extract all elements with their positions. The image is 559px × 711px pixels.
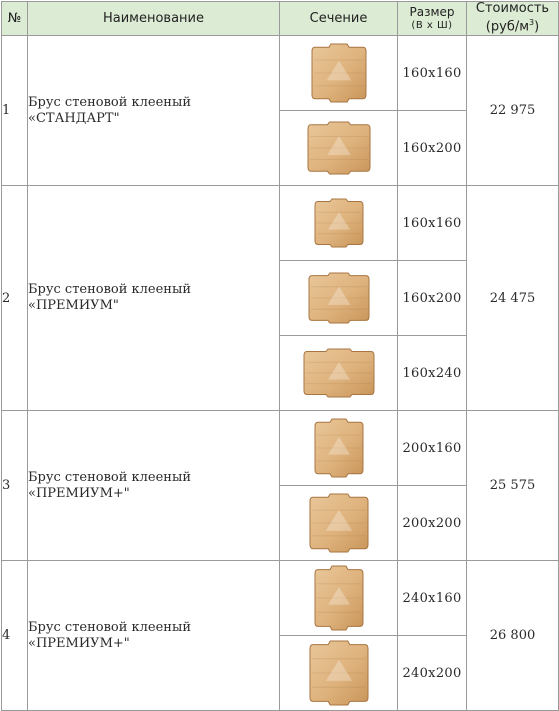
product-name-line1: Брус стеновой клееный: [28, 619, 191, 635]
product-name-line1: Брус стеновой клееный: [28, 469, 191, 485]
product-name-line2: «СТАНДАРТ": [28, 110, 120, 126]
size-value: 200x200: [398, 486, 467, 561]
glued-beam-section-icon: [303, 348, 375, 398]
price-value: 26 800: [467, 561, 559, 711]
header-number: №: [2, 2, 28, 36]
table-row: [2, 36, 559, 111]
header-cost: [467, 2, 559, 36]
glued-beam-section-icon: [308, 272, 370, 324]
table-row: [2, 186, 559, 261]
section-cell: [280, 261, 398, 336]
product-name: [28, 36, 280, 186]
section-cell: [280, 636, 398, 711]
glued-beam-section-icon: [314, 198, 364, 248]
header-cost-sub: (руб/м: [485, 19, 530, 35]
size-value: 160x200: [398, 111, 467, 186]
price-value: 24 475: [467, 186, 559, 411]
header-row: [2, 2, 559, 36]
table-row: [2, 561, 559, 636]
product-name: [28, 186, 280, 411]
price-value: 22 975: [467, 36, 559, 186]
header-cost-title: Стоимость: [475, 1, 550, 17]
section-cell: [280, 186, 398, 261]
table-row: [2, 411, 559, 486]
header-cost-close: ): [534, 19, 540, 35]
size-value: 160x160: [398, 186, 467, 261]
header-name: Наименование: [28, 2, 280, 36]
product-name-line2: «ПРЕМИУМ": [28, 298, 119, 313]
price-table: [1, 1, 559, 711]
section-cell: [280, 411, 398, 486]
glued-beam-section-icon: [311, 43, 367, 103]
header-size-sub: (В х Ш): [411, 19, 453, 31]
glued-beam-section-icon: [314, 418, 364, 478]
row-number: 4: [2, 561, 28, 711]
header-cost-sup: 3: [529, 18, 535, 28]
header-cost-unit: [467, 16, 558, 34]
row-number: 2: [2, 186, 28, 411]
section-cell: [280, 561, 398, 636]
section-cell: [280, 486, 398, 561]
glued-beam-section-icon: [309, 493, 369, 553]
product-name-line2: «ПРЕМИУМ+": [28, 485, 130, 501]
size-value: 240x200: [398, 636, 467, 711]
product-name: [28, 561, 280, 711]
size-value: 240x160: [398, 561, 467, 636]
size-value: 160x160: [398, 36, 467, 111]
glued-beam-section-icon: [307, 121, 371, 175]
size-value: 160x200: [398, 261, 467, 336]
product-name: [28, 411, 280, 561]
glued-beam-section-icon: [314, 565, 364, 631]
size-value: 200x160: [398, 411, 467, 486]
section-cell: [280, 111, 398, 186]
price-value: 25 575: [467, 411, 559, 561]
size-value: 160x240: [398, 336, 467, 411]
section-cell: [280, 36, 398, 111]
section-cell: [280, 336, 398, 411]
header-size: [398, 2, 467, 36]
row-number: 3: [2, 411, 28, 561]
glued-beam-section-icon: [309, 640, 369, 706]
product-name-line2: «ПРЕМИУМ+": [28, 635, 130, 651]
product-name-line1: Брус стеновой клееный: [28, 94, 191, 110]
header-section: Сечение: [280, 2, 398, 36]
header-size-title: Размер: [409, 4, 455, 19]
product-name-line1: Брус стеновой клееный: [28, 282, 191, 297]
row-number: 1: [2, 36, 28, 186]
